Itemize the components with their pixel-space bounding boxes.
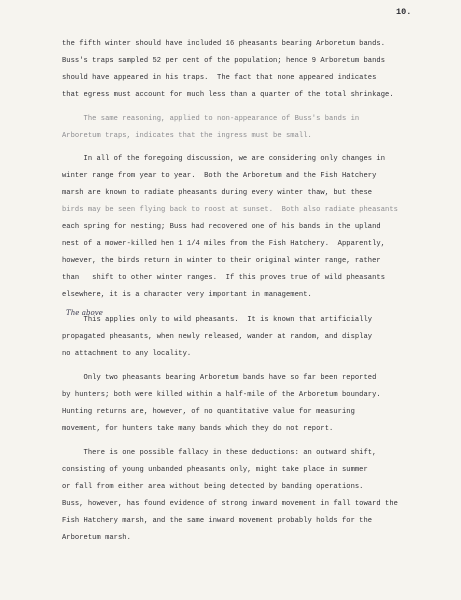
handwritten-insertion: The above: [66, 309, 103, 317]
text-line: This applies only to wild pheasants. It is known that artificially: [62, 316, 373, 324]
text-line: Arboretum marsh.: [62, 534, 131, 542]
text-line: Buss's traps sampled 52 per cent of the population; hence 9 Arboretum bands: [62, 57, 386, 65]
text-line: consisting of young unbanded pheasants only, might take place in summer: [62, 466, 368, 474]
text-line: nest of a mower-killed hen 1 1/4 miles from the Fish Hatchery. Apparently,: [62, 240, 386, 248]
text-line: propagated pheasants, when newly released, wander at random, and display: [62, 333, 373, 341]
page-number: 10.: [396, 7, 412, 17]
text-line: Buss, however, has found evidence of strong inward movement in fall toward the: [62, 500, 398, 508]
text-line: should have appeared in his traps. The fact that none appeared indicates: [62, 74, 377, 82]
text-line: The same reasoning, applied to non-appearance of Buss's bands in: [62, 115, 360, 123]
text-line: There is one possible fallacy in these deductions: an outward shift,: [62, 449, 377, 457]
text-line: or fall from either area without being detected by banding operations.: [62, 483, 364, 491]
text-line: the fifth winter should have included 16 pheasants bearing Arboretum bands.: [62, 40, 386, 48]
text-line: movement, for hunters take many bands which they do not report.: [62, 425, 334, 433]
text-line: Only two pheasants bearing Arboretum bands have so far been reported: [62, 374, 377, 382]
text-line: Arboretum traps, indicates that the ingress must be small.: [62, 132, 312, 140]
text-line: winter range from year to year. Both the Arboretum and the Fish Hatchery: [62, 172, 377, 180]
text-line: that egress must account for much less than a quarter of the total shrinkage.: [62, 91, 394, 99]
text-line: marsh are known to radiate pheasants during every winter thaw, but these: [62, 189, 373, 197]
text-line: no attachment to any locality.: [62, 350, 192, 358]
text-line: than shift to other winter ranges. If this proves true of wild pheasants: [62, 274, 386, 282]
text-line: Hunting returns are, however, of no quantitative value for measuring: [62, 408, 355, 416]
text-line: elsewhere, it is a character very important in management.: [62, 291, 312, 299]
text-line: by hunters; both were killed within a half-mile of the Arboretum boundary.: [62, 391, 381, 399]
text-line: each spring for nesting; Buss had recovered one of his bands in the upland: [62, 223, 381, 231]
text-line: In all of the foregoing discussion, we are considering only changes in: [62, 155, 386, 163]
text-line: birds may be seen flying back to roost at sunset. Both also radiate pheasants: [62, 206, 398, 214]
text-line: however, the birds return in winter to their original winter range, rather: [62, 257, 381, 265]
text-line: Fish Hatchery marsh, and the same inward movement probably holds for the: [62, 517, 373, 525]
